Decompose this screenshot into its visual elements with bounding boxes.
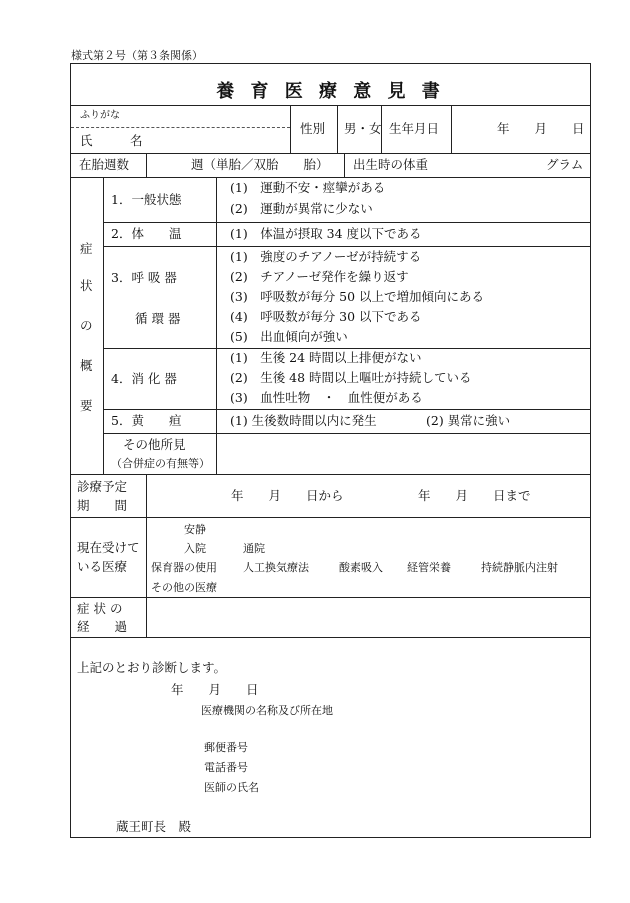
- temperature-item: (1) 体温が摂取 34 度以下である: [230, 226, 422, 241]
- gestation-value: 週（単胎／双胎 胎）: [191, 157, 329, 172]
- furigana-label: ふりがな: [80, 110, 120, 121]
- birth-weight-label: 出生時の体重: [353, 157, 429, 172]
- symptoms-side-label: 概: [80, 358, 93, 373]
- current-treatment-label: 現在受けて: [77, 540, 140, 555]
- other-treatment-option: その他の医療: [151, 581, 217, 594]
- inpatient-option: 入院: [184, 542, 206, 555]
- course-label: 経 過: [77, 619, 128, 634]
- current-treatment-label: いる医療: [77, 559, 128, 574]
- symptoms-side-label: 状: [80, 278, 93, 293]
- dob-label: 生年月日: [389, 121, 440, 136]
- respiratory-item: (5) 出血傾向が強い: [230, 329, 348, 344]
- digestive-label: 4．消 化 器: [111, 371, 177, 386]
- oxygen-option: 酸素吸入: [339, 561, 383, 574]
- respiratory-item: (3) 呼吸数が毎分 50 以上で増加傾向にある: [230, 289, 485, 304]
- diagnosis-statement: 上記のとおり診断します。: [77, 660, 227, 675]
- respiratory-item: (4) 呼吸数が毎分 30 以下である: [230, 309, 422, 324]
- course-label: 症 状 の: [77, 601, 123, 616]
- other-findings-sublabel: （合併症の有無等）: [111, 457, 210, 470]
- ventilator-option: 人工換気療法: [243, 561, 309, 574]
- temperature-label: 2．体 温: [111, 226, 182, 241]
- incubator-option: 保育器の使用: [151, 561, 217, 574]
- diagnosis-date: 年 月 日: [171, 682, 259, 697]
- digestive-item: (1) 生後 24 時間以上排便がない: [230, 350, 422, 365]
- schedule-to: 年 月 日まで: [418, 488, 531, 503]
- name-label: 氏 名: [80, 133, 143, 148]
- form-number: 様式第２号（第３条関係）: [71, 49, 203, 62]
- circulatory-label: 循 環 器: [135, 311, 181, 326]
- tube-feeding-option: 経管栄養: [407, 561, 451, 574]
- dob-value: 年 月 日: [497, 121, 585, 136]
- schedule-from: 年 月 日から: [231, 488, 344, 503]
- schedule-label: 期 間: [77, 498, 128, 513]
- birth-weight-unit: グラム: [546, 157, 584, 172]
- jaundice-label: 5．黄 疸: [111, 413, 182, 428]
- jaundice-item: (2) 異常に強い: [426, 413, 511, 428]
- form-frame: [70, 63, 591, 838]
- gestation-label: 在胎週数: [79, 157, 130, 172]
- phone-label: 電話番号: [204, 761, 248, 774]
- general-item: (1) 運動不安・痙攣がある: [230, 180, 386, 195]
- symptoms-side-label: の: [80, 318, 93, 333]
- postal-code-label: 郵便番号: [204, 741, 248, 754]
- doctor-name-label: 医師の氏名: [204, 781, 259, 794]
- symptoms-side-label: 症: [80, 241, 93, 256]
- addressee: 蔵王町長 殿: [116, 819, 192, 834]
- sex-label: 性別: [300, 121, 326, 136]
- respiratory-item: (2) チアノーゼ発作を繰り返す: [230, 269, 409, 284]
- iv-option: 持続静脈内注射: [481, 561, 558, 574]
- outpatient-option: 通院: [243, 542, 265, 555]
- rest-option: 安静: [184, 523, 206, 536]
- sex-value: 男・女: [344, 121, 382, 136]
- respiratory-item: (1) 強度のチアノーゼが持続する: [230, 249, 422, 264]
- jaundice-item: (1) 生後数時間以内に発生: [230, 413, 377, 428]
- digestive-item: (3) 血性吐物 ・ 血性便がある: [230, 390, 423, 405]
- other-findings-label: その他所見: [123, 437, 186, 452]
- general-state-label: 1．一般状態: [111, 192, 182, 207]
- form-title: 養 育 医 療 意 見 書: [216, 81, 445, 102]
- institution-label: 医療機関の名称及び所在地: [201, 704, 333, 717]
- digestive-item: (2) 生後 48 時間以上嘔吐が持続している: [230, 370, 472, 385]
- schedule-label: 診療予定: [77, 479, 128, 494]
- symptoms-side-label: 要: [80, 398, 93, 413]
- respiratory-label: 3．呼 吸 器: [111, 270, 177, 285]
- general-item: (2) 運動が異常に少ない: [230, 201, 373, 216]
